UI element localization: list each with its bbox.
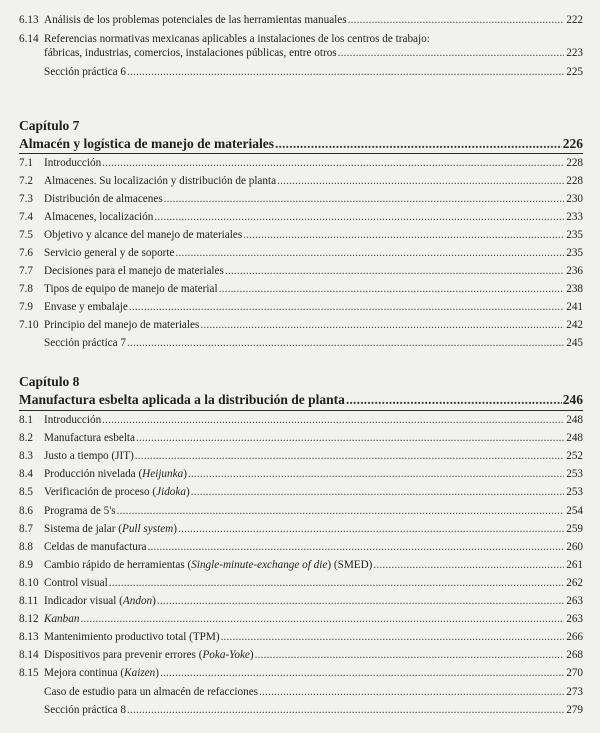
entry-page: 222 — [566, 14, 583, 26]
toc-entry — [19, 485, 583, 499]
entry-title-italic: Jidoka — [156, 486, 186, 499]
toc-entry — [19, 300, 583, 314]
entry-title-text: Mejora continua ( — [44, 667, 125, 680]
entry-title: Introducción — [44, 414, 102, 426]
entry-number: 7.4 — [19, 211, 33, 223]
entry-title — [44, 612, 79, 626]
entry-title: Justo a tiempo (JIT) — [44, 450, 134, 463]
leader-dots — [175, 246, 564, 260]
toc-entry — [19, 576, 583, 590]
entry-number: 8.12 — [19, 613, 39, 626]
entry-title: Almacenes. Su localización y distribución de planta — [44, 175, 277, 187]
leader-dots — [80, 612, 564, 626]
toc-entry — [19, 431, 583, 445]
entry-number: 7.1 — [19, 157, 33, 169]
entry-number: 8.9 — [19, 558, 33, 571]
chapter-label: Capítulo 8 — [19, 374, 80, 389]
leader-dots — [160, 666, 564, 680]
entry-title-suffix: ) — [173, 522, 177, 535]
toc-entry — [19, 630, 583, 644]
entry-number: 8.13 — [19, 631, 39, 644]
toc-entry — [19, 174, 583, 188]
leader-dots — [129, 300, 564, 314]
entry-title: Referencias normativas mexicanas aplicables a instalaciones de los centros de trabajo: — [44, 33, 430, 45]
toc-entry-continuation — [19, 46, 583, 60]
toc-entry — [19, 156, 583, 170]
entry-number: 6.14 — [19, 33, 39, 45]
entry-page: 236 — [566, 265, 583, 277]
entry-title: Sección práctica 6 — [44, 66, 126, 78]
entry-number: 7.7 — [19, 265, 33, 277]
entry-number: 8.2 — [19, 432, 33, 445]
leader-dots — [275, 136, 562, 152]
leader-dots — [109, 576, 564, 590]
entry-title: Celdas de manufactura — [44, 540, 147, 553]
entry-title: Objetivo y alcance del manejo de materiales — [44, 229, 243, 241]
entry-title-line2: fábricas, industrias, comercios, instalaciones públicas, entre otros — [44, 47, 337, 59]
entry-title: Envase y embalaje — [44, 301, 128, 313]
entry-title: Decisiones para el manejo de materiales — [44, 265, 224, 277]
toc-entry — [19, 413, 583, 427]
toc-entry — [19, 467, 583, 481]
entry-number: 7.5 — [19, 229, 33, 241]
toc-entry — [19, 32, 583, 46]
entry-page: 248 — [566, 414, 583, 426]
entry-number: 7.8 — [19, 283, 33, 295]
entry-page: 273 — [566, 685, 583, 698]
entry-number: 8.5 — [19, 486, 33, 499]
entry-title — [44, 467, 187, 481]
toc-entry — [19, 264, 583, 278]
entry-number: 6.13 — [19, 14, 39, 26]
entry-title: Sección práctica 7 — [44, 337, 126, 349]
entry-page: 259 — [566, 522, 583, 535]
entry-page: 241 — [566, 301, 583, 313]
entry-title-text: Sistema de jalar ( — [44, 522, 122, 535]
entry-title-suffix: ) — [155, 667, 159, 680]
toc-entry — [19, 522, 583, 536]
toc-entry — [19, 648, 583, 662]
entry-page: 261 — [566, 558, 583, 571]
entry-page: 242 — [566, 319, 583, 331]
entry-title: Distribución de almacenes — [44, 193, 163, 205]
entry-number: 8.10 — [19, 576, 39, 589]
entry-number: 8.15 — [19, 667, 39, 680]
chapter-rule — [19, 410, 583, 411]
chapter-title — [19, 392, 583, 408]
leader-dots — [221, 630, 564, 644]
entry-title: Tipos de equipo de manejo de material — [44, 283, 218, 295]
toc-entry — [19, 336, 583, 350]
leader-dots — [102, 156, 564, 170]
entry-page: 223 — [566, 47, 583, 59]
entry-page: 262 — [566, 576, 583, 589]
entry-title-text: Indicador visual ( — [44, 595, 123, 607]
entry-title: Sección práctica 8 — [44, 703, 126, 716]
leader-dots — [127, 336, 564, 350]
entry-title-suffix: ) — [183, 468, 187, 481]
toc-entry — [19, 192, 583, 206]
leader-dots — [373, 558, 564, 572]
leader-dots — [225, 264, 564, 278]
entry-title-italic: Kaizen — [124, 667, 156, 680]
entry-page: 266 — [566, 631, 583, 644]
entry-number: 7.6 — [19, 247, 33, 259]
toc-entry — [19, 13, 583, 27]
toc-entry — [19, 685, 583, 699]
leader-dots — [157, 594, 564, 608]
entry-number: 8.8 — [19, 540, 33, 553]
entry-title: Servicio general y de soporte — [44, 247, 175, 259]
entry-number: 8.4 — [19, 468, 33, 481]
entry-title: Análisis de los problemas potenciales de las herramientas manuales — [44, 14, 347, 26]
entry-page: 235 — [566, 229, 583, 241]
entry-page: 233 — [566, 211, 583, 223]
leader-dots — [219, 282, 564, 296]
entry-page: 238 — [566, 283, 583, 295]
entry-page: 254 — [566, 504, 583, 517]
toc-entry — [19, 612, 583, 626]
entry-page: 263 — [566, 613, 583, 626]
entry-page: 263 — [566, 595, 583, 607]
entry-page: 252 — [566, 450, 583, 463]
entry-title — [44, 648, 254, 662]
entry-number: 7.3 — [19, 193, 33, 205]
leader-dots — [127, 703, 564, 717]
entry-title-italic: Poka-Yoke — [202, 649, 250, 662]
entry-title: Caso de estudio para un almacén de refacciones — [44, 685, 259, 698]
leader-dots — [346, 392, 562, 408]
entry-title-suffix: ) — [185, 486, 190, 499]
entry-title — [44, 485, 190, 499]
entry-page: 260 — [566, 540, 583, 553]
toc-entry — [19, 540, 583, 554]
leader-dots — [191, 485, 564, 499]
leader-dots — [259, 685, 564, 699]
entry-page: 253 — [566, 486, 583, 499]
entry-title-suffix: ) — [249, 649, 254, 662]
entry-number: 8.14 — [19, 649, 39, 662]
entry-title: Programa de 5's — [44, 504, 116, 517]
entry-title: Control visual — [44, 576, 108, 589]
entry-title-italic: Kanban — [44, 613, 80, 626]
leader-dots — [164, 192, 564, 206]
entry-title-italic: Andon — [122, 595, 153, 607]
leader-dots — [154, 210, 564, 224]
entry-number: 7.10 — [19, 319, 39, 331]
entry-title-italic: Pull system — [121, 522, 174, 535]
entry-page: 225 — [566, 66, 583, 78]
chapter-title-text: Manufactura esbelta aplicada a la distribución de planta — [19, 392, 345, 407]
entry-page: 228 — [566, 175, 583, 187]
toc-entry — [19, 228, 583, 242]
entry-title-italic: Heijunka — [142, 468, 184, 481]
toc-entry — [19, 504, 583, 518]
toc-entry — [19, 318, 583, 332]
chapter-page: 226 — [562, 136, 583, 151]
entry-title-italic: Single-minute-exchange of die — [191, 558, 328, 571]
leader-dots — [178, 522, 564, 536]
leader-dots — [188, 467, 564, 481]
chapter-title-text: Almacén y logística de manejo de materiales — [19, 136, 274, 151]
toc-entry — [19, 703, 583, 717]
chapter-page: 246 — [562, 392, 583, 407]
entry-page: 230 — [566, 193, 583, 205]
entry-title-text: Verificación de proceso ( — [44, 486, 157, 499]
leader-dots — [338, 46, 564, 60]
toc-entry — [19, 210, 583, 224]
entry-number: 8.3 — [19, 450, 33, 463]
chapter-rule — [19, 153, 583, 154]
entry-title-suffix: ) (SMED) — [327, 558, 373, 571]
toc-entry — [19, 666, 583, 680]
toc-entry — [19, 558, 583, 572]
entry-title: Almacenes, localización — [44, 211, 154, 223]
leader-dots — [255, 648, 564, 662]
chapter-label: Capítulo 7 — [19, 118, 80, 133]
entry-title — [44, 522, 177, 536]
entry-number: 7.9 — [19, 301, 33, 313]
entry-page: 245 — [566, 337, 583, 349]
toc-entry — [19, 594, 583, 608]
entry-number: 7.2 — [19, 175, 33, 187]
leader-dots — [348, 13, 564, 27]
entry-title — [44, 666, 159, 680]
leader-dots — [127, 65, 564, 79]
entry-number: 8.11 — [19, 595, 39, 607]
chapter-title — [19, 136, 583, 152]
entry-title: Manufactura esbelta — [44, 432, 136, 445]
toc-entry — [19, 65, 583, 79]
entry-page: 248 — [566, 432, 583, 445]
entry-page: 253 — [566, 468, 583, 481]
entry-title-suffix: ) — [152, 595, 156, 607]
entry-title: Mantenimiento productivo total (TPM) — [44, 631, 220, 644]
toc-entry — [19, 246, 583, 260]
leader-dots — [117, 504, 564, 518]
toc-entry — [19, 282, 583, 296]
entry-page: 235 — [566, 247, 583, 259]
toc-entry — [19, 449, 583, 463]
entry-title — [44, 558, 372, 572]
entry-title — [44, 594, 156, 608]
entry-page: 279 — [566, 703, 583, 716]
leader-dots — [135, 449, 564, 463]
leader-dots — [148, 540, 564, 554]
entry-title: Principio del manejo de materiales — [44, 319, 200, 331]
leader-dots — [277, 174, 564, 188]
entry-page: 268 — [566, 649, 583, 662]
entry-title-text: Producción nivelada ( — [44, 468, 143, 481]
entry-number: 8.6 — [19, 504, 33, 517]
leader-dots — [243, 228, 564, 242]
leader-dots — [136, 431, 564, 445]
entry-number: 8.1 — [19, 414, 33, 426]
entry-page: 228 — [566, 157, 583, 169]
leader-dots — [102, 413, 564, 427]
entry-title-text: Cambio rápido de herramientas ( — [44, 558, 192, 571]
entry-page: 270 — [566, 667, 583, 680]
leader-dots — [200, 318, 564, 332]
entry-number: 8.7 — [19, 522, 33, 535]
entry-title-text: Dispositivos para prevenir errores ( — [44, 649, 203, 662]
entry-title: Introducción — [44, 157, 102, 169]
